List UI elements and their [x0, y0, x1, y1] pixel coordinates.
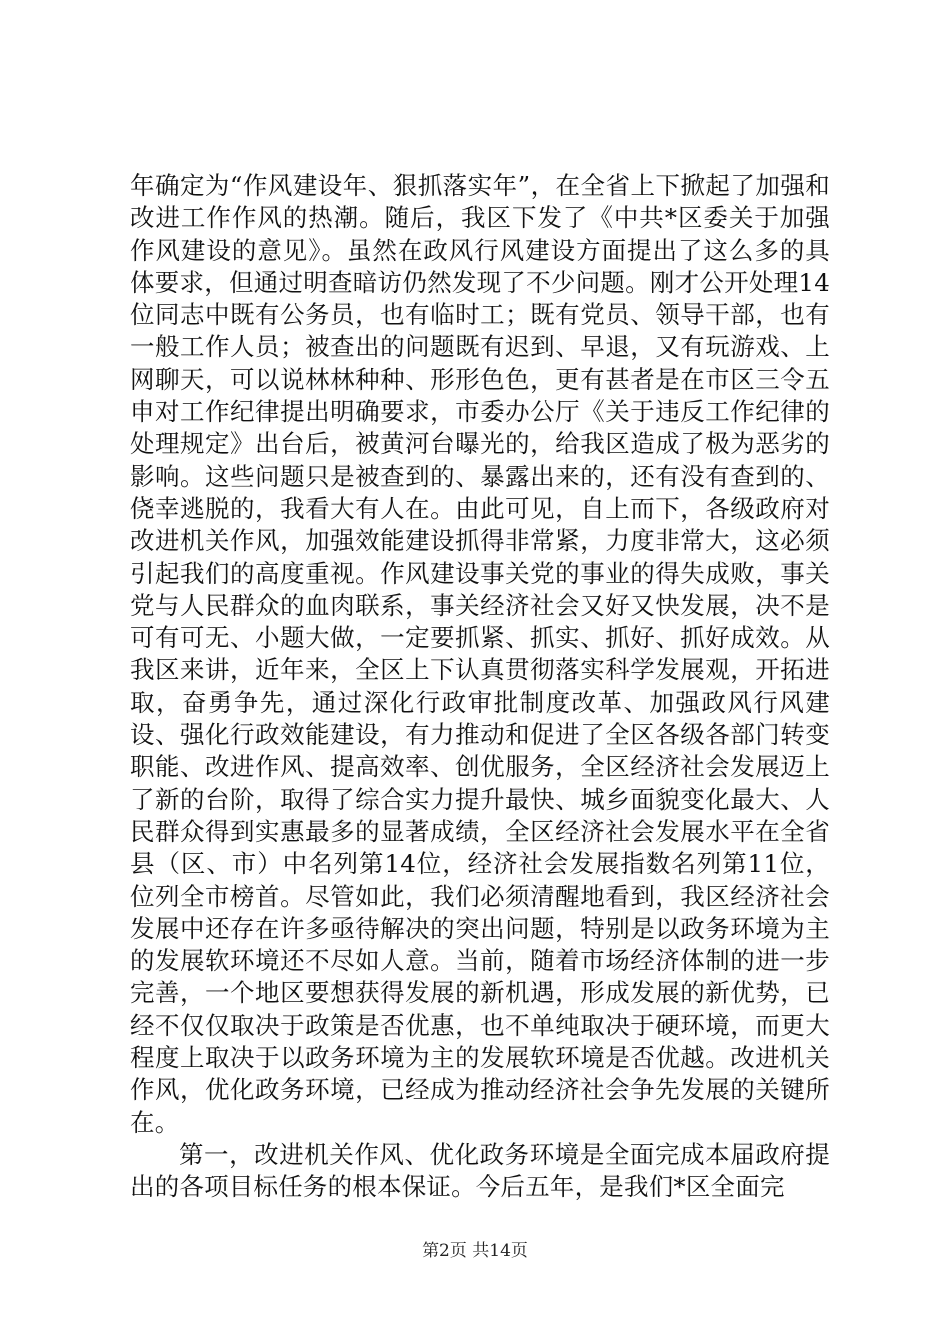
paragraph-continued: 年确定为“作风建设年、狠抓落实年”，在全省上下掀起了加强和改进工作作风的热潮。随后，我区下发了《中共*区委关于加强作风建设的意见》。虽然在政风行风建设方面提出了这么多的具体要求，但通过明查暗访仍然发现了不少问题。刚才公开处理14位同志中既有公务员，也有临时工；既有党员、领导干部，也有一般工作人员；被查出的问题既有迟到、早退，又有玩游戏、上网聊天，可以说林林种种、形形色色，更有甚者是在市区三令五申对工作纪律提出明确要求，市委办公厅《关于违反工作纪律的处理规定》出台后，被黄河台曝光的，给我区造成了极为恶劣的影响。这些问题只是被查到的、暴露出来的，还有没有查到的、侥幸逃脱的，我看大有人在。由此可见，自上而下，各级政府对改进机关作风，加强效能建设抓得非常紧，力度非常大，这必须引起我们的高度重视。作风建设事关党的事业的得失成败，事关党与人民群众的血肉联系，事关经济社会又好又快发展，决不是可有可无、小题大做，一定要抓紧、抓实、抓好、抓好成效。从我区来讲，近年来，全区上下认真贯彻落实科学发展观，开拓进取，奋勇争先，通过深化行政审批制度改革、加强政风行风建设、强化行政效能建设，有力推动和促进了全区各级各部门转变职能、改进作风、提高效率、创优服务，全区经济社会发展迈上了新的台阶，取得了综合实力提升最快、城乡面貌变化最大、人民群众得到实惠最多的显著成绩，全区经济社会发展水平在全省县（区、市）中名列第14位，经济社会发展指数名列第11位，位列全市榜首。尽管如此，我们必须清醒地看到，我区经济社会发展中还存在许多亟待解决的突出问题，特别是以政务环境为主的发展软环境还不尽如人意。当前，随着市场经济体制的进一步完善，一个地区要想获得发展的新机遇，形成发展的新优势，已经不仅仅取决于政策是否优惠，也不单纯取决于硬环境，而更大程度上取决于以政务环境为主的发展软环境是否优越。改进机关作风，优化政务环境，已经成为推动经济社会争先发展的关键所在。 [130, 171, 830, 1137]
page-number-footer: 第2页 共14页 [422, 1241, 528, 1261]
document-body [130, 170, 830, 1204]
paragraph-first-point: 第一，改进机关作风、优化政务环境是全面完成本届政府提出的各项目标任务的根本保证。今后五年，是我们*区全面完 [130, 1139, 830, 1202]
